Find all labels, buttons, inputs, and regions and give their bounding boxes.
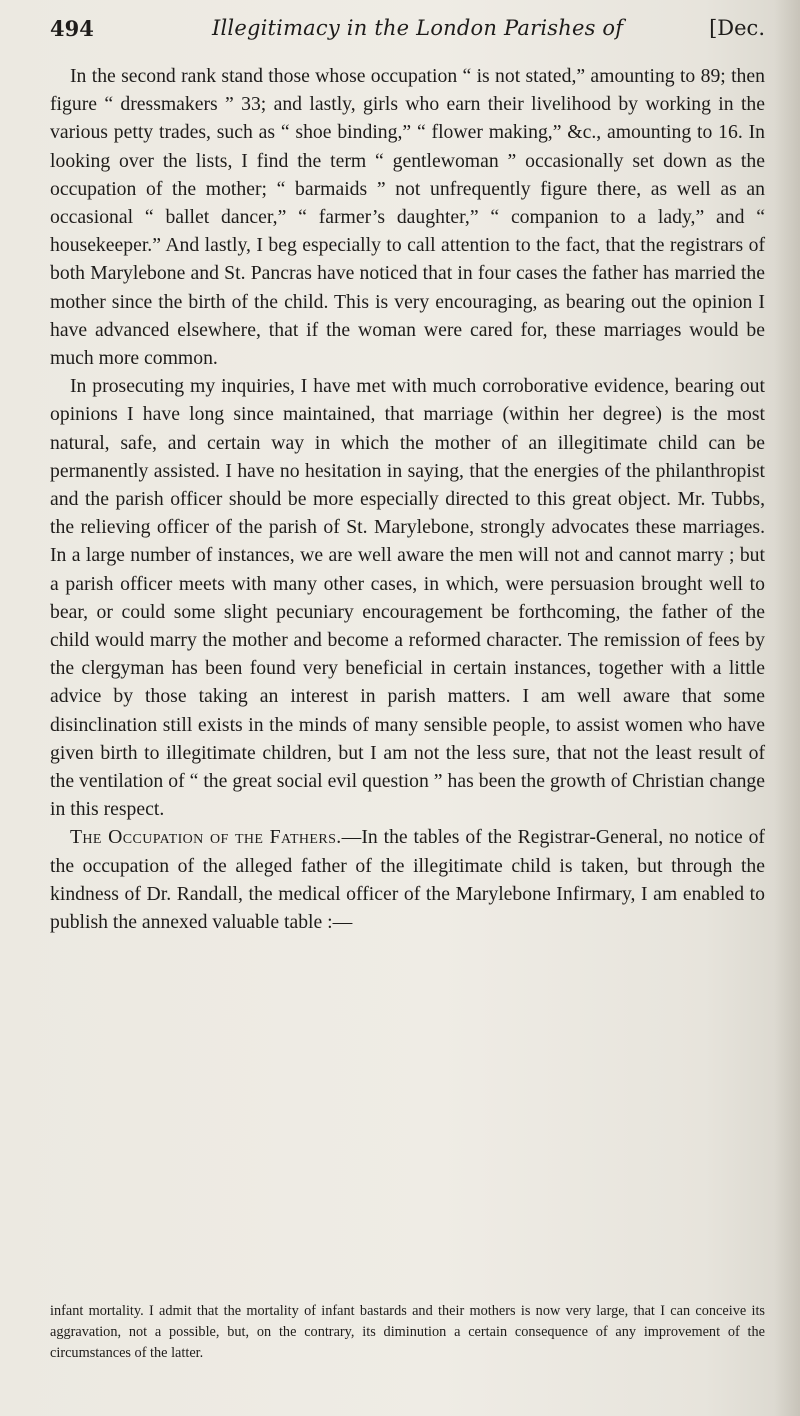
footnote: infant mortality. I admit that the mortality of infant bastards and their mothers is now very large, that I can conceive its aggravation, not a possible, but, on the contrary, its diminution a certain consequence of any improvement of the circumstances of the latter. <box>50 1303 765 1361</box>
section-heading-body: —In the tables of the Registrar-General, no notice of the occupation of the alleged father of the illegitimate child is taken, but through the kindness of Dr. Randall, the medical officer of the Marylebone Infirmary, I am enabled to publish the annexed valuable table :— <box>50 826 765 934</box>
page-number: 494 <box>50 16 94 41</box>
page-header <box>50 12 765 52</box>
paragraph-occupation-fathers <box>50 823 765 936</box>
paragraph-occupations-mothers: In the second rank stand those whose occupation “ is not stated,” amounting to 89; then figure “ dressmakers ” 33; and lastly, girls who earn their livelihood by working in the various petty trades, such as “ shoe binding,” “ flower making,” &c., amounting to 16. In looking over the lists, I find the term “ gentlewoman ” occasionally set down as the occupation of the mother; “ barmaids ” not unfrequently figure there, as well as an occasional “ ballet dancer,” “ farmer’s daughter,” “ companion to a lady,” and “ housekeeper.” And lastly, I beg especially to call attention to the fact, that the registrars of both Marylebone and St. Pancras have noticed that in four cases the father has married the mother since the birth of the child. This is very encouraging, as bearing out the opinion I have advanced elsewhere, that if the woman were cared for, these marriages would be much more common. <box>50 65 765 370</box>
running-head: Illegitimacy in the London Parishes of <box>212 16 624 40</box>
body-text <box>50 62 765 936</box>
page-edge-shadow <box>774 0 800 1416</box>
section-heading: The Occupation of the Fathers. <box>70 826 342 849</box>
header-date: [Dec. <box>709 16 765 40</box>
paragraph-inquiries: In prosecuting my inquiries, I have met with much corroborative evidence, bearing out opinions I have long since maintained, that marriage (within her degree) is the most natural, safe, and certain way in which the mother of an illegitimate child can be permanently assisted. I have no hesitation in saying, that the energies of the philanthropist and the parish officer should be more especially directed to this great object. Mr. Tubbs, the relieving officer of the parish of St. Marylebone, strongly advocates these marriages. In a large number of instances, we are well aware the men will not and cannot marry ; but a parish officer meets with many other cases, in which, were persuasion brought well to bear, or could some slight pecuniary encouragement be forthcoming, the father of the child would marry the mother and become a reformed character. The remission of fees by the clergyman has been found very beneficial in certain instances, together with a little advice by those taking an interest in parish matters. I am well aware that some disinclination still exists in the minds of many sensible people, to assist women who have given birth to illegitimate children, but I am not the less sure, that not the least result of the ventilation of “ the great social evil question ” has been the growth of Christian change in this respect. <box>50 375 765 821</box>
